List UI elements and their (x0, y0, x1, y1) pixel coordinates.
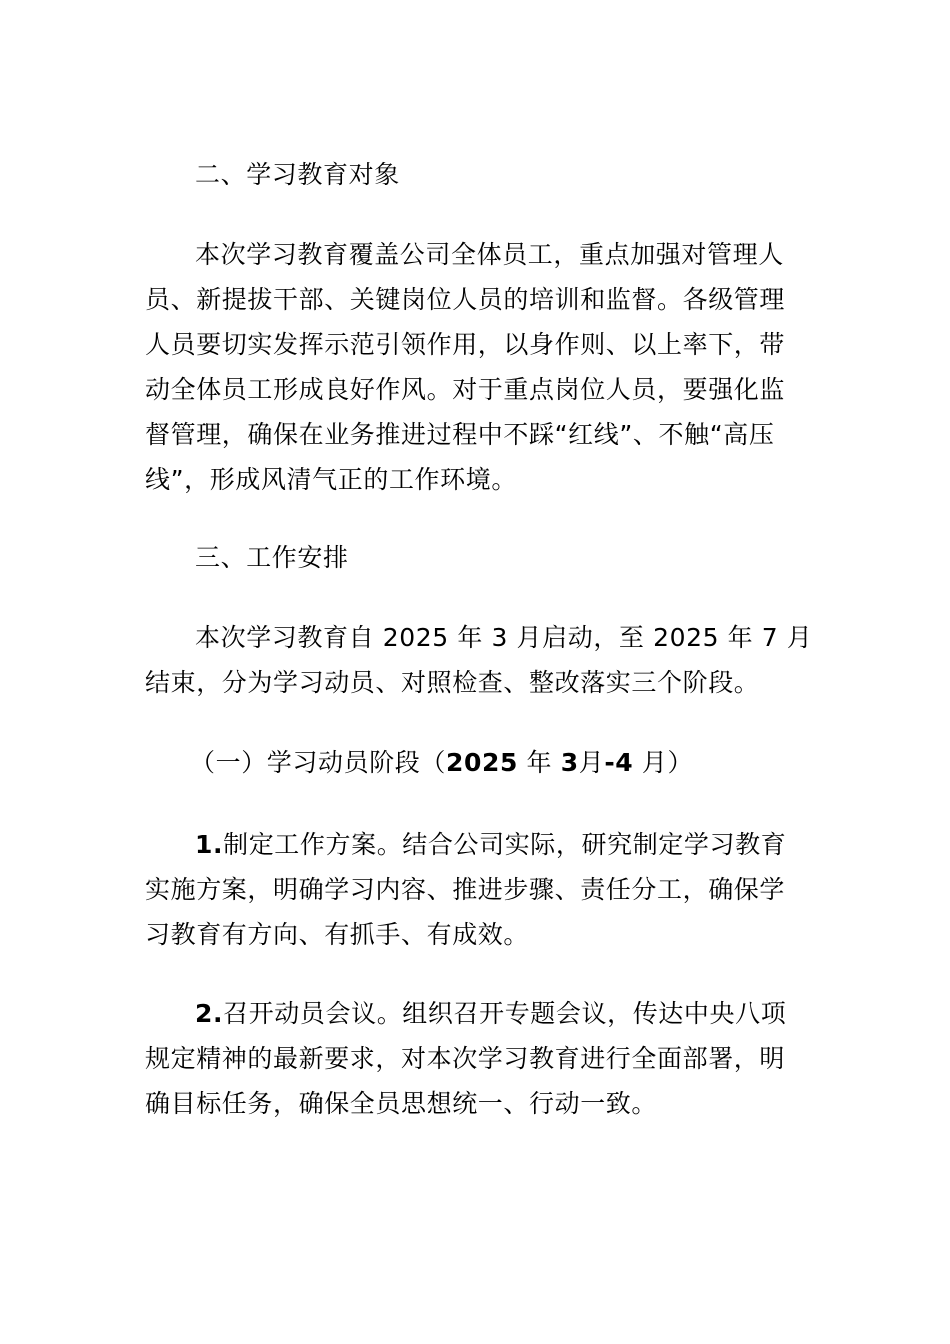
item-number: 2. (195, 999, 224, 1028)
item-text: 召开动员会议。组织召开专题会议，传达中央八项 (223, 999, 787, 1028)
phase1-heading-year: 2025 (446, 748, 518, 777)
paragraph-line: 本次学习教育覆盖公司全体员工，重点加强对管理人 (195, 240, 784, 269)
section-heading-2: 二、学习教育对象 (195, 160, 400, 189)
section-heading-3: 三、工作安排 (195, 543, 349, 572)
paragraph-line: 本次学习教育自 2025 年 3 月启动，至 2025 年 7 月 (195, 623, 813, 652)
paragraph-line (195, 999, 855, 1029)
paragraph-line: 规定精神的最新要求，对本次学习教育进行全面部署，明 (145, 1044, 786, 1073)
paragraph-line: 结束，分为学习动员、对照检查、整改落实三个阶段。 (145, 668, 760, 697)
paragraph-line: 实施方案，明确学习内容、推进步骤、责任分工，确保学 (145, 875, 786, 904)
phase1-heading-month-end: -4 (604, 748, 634, 777)
item-number: 1. (195, 830, 224, 859)
paragraph-line: 习教育有方向、有抓手、有成效。 (145, 920, 530, 949)
paragraph-line (195, 830, 855, 860)
paragraph-line: 员、新提拔干部、关键岗位人员的培训和监督。各级管理 (145, 285, 786, 314)
phase1-heading (190, 748, 850, 778)
phase1-heading-month-unit: 月 (578, 748, 605, 777)
paragraph-line: 督管理，确保在业务推进过程中不踩“红线”、不触“高压 (145, 420, 775, 449)
paragraph-line: 线”，形成风清气正的工作环境。 (145, 465, 517, 494)
phase1-heading-suffix: 月） (633, 748, 694, 777)
paragraph-line: 动全体员工形成良好作风。对于重点岗位人员，要强化监 (145, 375, 786, 404)
phase1-heading-year-unit: 年 (518, 748, 561, 777)
phase1-heading-month-start: 3 (560, 748, 579, 777)
paragraph-line: 人员要切实发挥示范引领作用，以身作则、以上率下，带 (145, 330, 786, 359)
paragraph-line: 确目标任务，确保全员思想统一、行动一致。 (145, 1089, 658, 1118)
item-text: 制定工作方案。结合公司实际，研究制定学习教育 (223, 830, 787, 859)
phase1-heading-prefix: （一）学习动员阶段（ (190, 748, 447, 777)
